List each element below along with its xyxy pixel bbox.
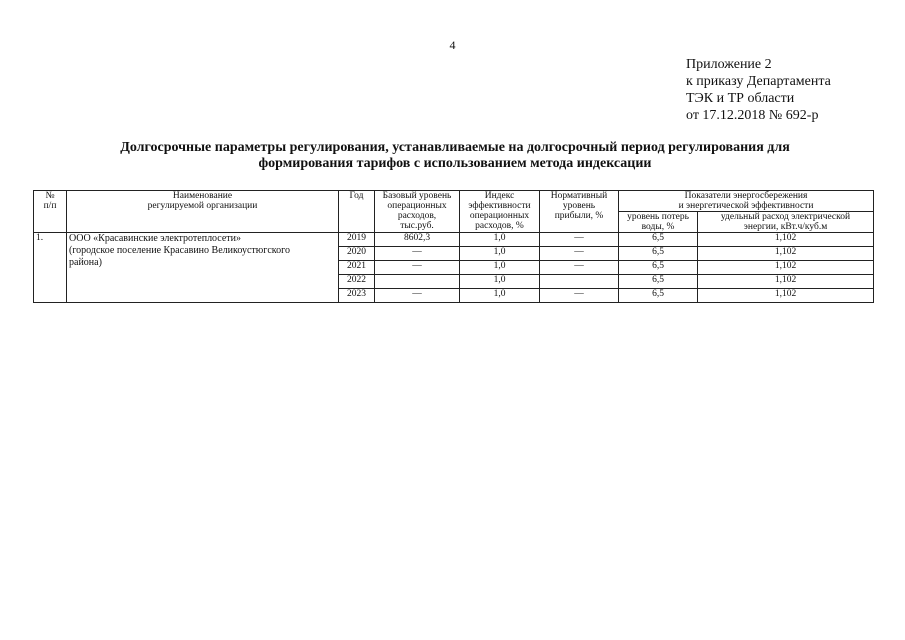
year-cell: 2019	[339, 233, 375, 247]
water-loss-cell: 6,5	[619, 247, 698, 261]
header-base-level: Базовый уровень операционных расходов, тыс.руб.	[375, 191, 460, 233]
appendix-block	[686, 56, 831, 124]
org-name: ООО «Красавинские электротеплосети» (городское поселение Красавино Великоустюгского района)	[67, 233, 339, 303]
title-line-2: формирования тарифов с использованием метода индексации	[258, 156, 652, 171]
water-loss-cell: 6,5	[619, 261, 698, 275]
appendix-line-3: ТЭК и ТР области	[686, 91, 795, 106]
specific-consumption-cell: 1,102	[698, 261, 874, 275]
year-cell: 2020	[339, 247, 375, 261]
header-number: № п/п	[34, 191, 67, 233]
base-level-cell: —	[375, 289, 460, 303]
base-level-cell	[375, 275, 460, 289]
efficiency-index-cell: 1,0	[460, 261, 540, 275]
efficiency-index-cell: 1,0	[460, 289, 540, 303]
profit-level-cell: —	[540, 261, 619, 275]
header-year: Год	[339, 191, 375, 233]
specific-consumption-cell: 1,102	[698, 233, 874, 247]
appendix-line-1: Приложение 2	[686, 57, 772, 72]
org-number: 1.	[34, 233, 67, 303]
specific-consumption-cell: 1,102	[698, 289, 874, 303]
water-loss-cell: 6,5	[619, 275, 698, 289]
appendix-line-2: к приказу Департамента	[686, 74, 831, 89]
efficiency-index-cell: 1,0	[460, 275, 540, 289]
page-number: 4	[449, 38, 456, 52]
profit-level-cell: —	[540, 233, 619, 247]
parameters-table	[33, 190, 874, 303]
table-row	[34, 233, 874, 247]
title-line-1: Долгосрочные параметры регулирования, устанавливаемые на долгосрочный период регулирования для	[120, 140, 790, 155]
base-level-cell: —	[375, 261, 460, 275]
specific-consumption-cell: 1,102	[698, 247, 874, 261]
efficiency-index-cell: 1,0	[460, 233, 540, 247]
profit-level-cell: —	[540, 247, 619, 261]
base-level-cell: 8602,3	[375, 233, 460, 247]
efficiency-index-cell: 1,0	[460, 247, 540, 261]
specific-consumption-cell: 1,102	[698, 275, 874, 289]
profit-level-cell: —	[540, 289, 619, 303]
profit-level-cell	[540, 275, 619, 289]
year-cell: 2021	[339, 261, 375, 275]
header-specific-consumption: удельный расход электрической энергии, кВт.ч/куб.м	[698, 212, 874, 233]
header-water-loss: уровень потерь воды, %	[619, 212, 698, 233]
water-loss-cell: 6,5	[619, 289, 698, 303]
header-energy-indicators: Показатели энергосбережения и энергетической эффективности	[619, 191, 874, 212]
appendix-line-4: от 17.12.2018 № 692-р	[686, 108, 819, 123]
year-cell: 2022	[339, 275, 375, 289]
header-efficiency-index: Индекс эффективности операционных расходов, %	[460, 191, 540, 233]
header-organization: Наименование регулируемой организации	[67, 191, 339, 233]
water-loss-cell: 6,5	[619, 233, 698, 247]
header-row-1	[34, 191, 874, 212]
year-cell: 2023	[339, 289, 375, 303]
document-title	[60, 140, 850, 172]
base-level-cell: —	[375, 247, 460, 261]
header-profit-level: Нормативный уровень прибыли, %	[540, 191, 619, 233]
